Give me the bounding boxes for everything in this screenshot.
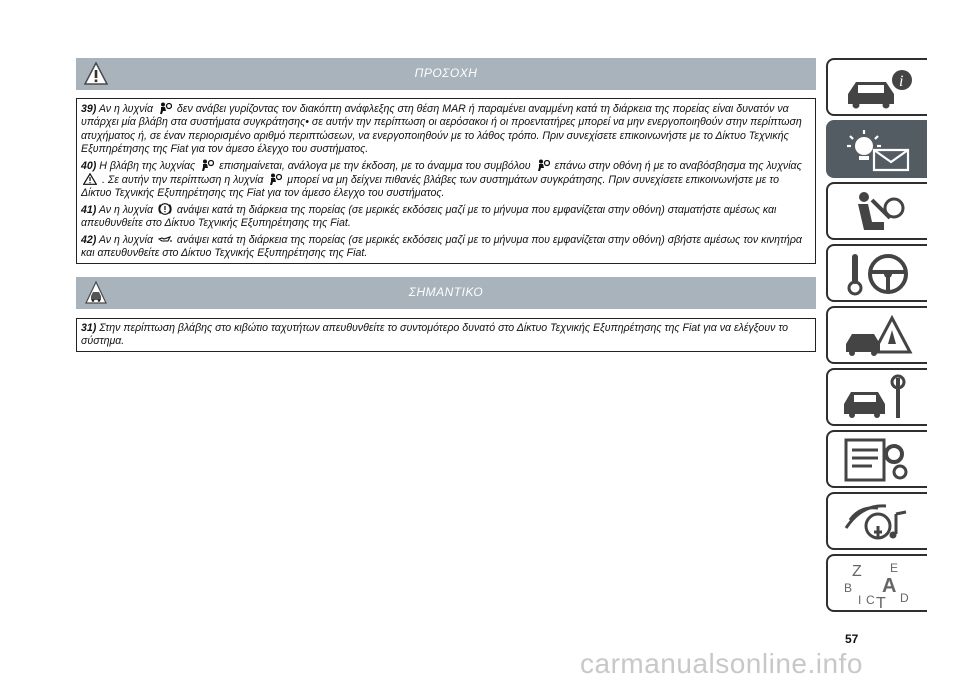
tab-dashboard-warnings[interactable] xyxy=(826,120,927,178)
tab-multimedia[interactable] xyxy=(826,492,927,550)
watermark: carmanualsonline.info xyxy=(580,648,863,679)
tab-starting-driving[interactable] xyxy=(826,244,927,302)
note-31: 31) Στην περίπτωση βλάβης στο κιβώτιο ταχυτήτων απευθυνθείτε το συντομότερο δυνατό στο Δίκτυο Τεχνικής Εξυπηρέτησης της Fiat για να ελέγξουν το σύστημα. xyxy=(81,322,789,348)
tab-technical-data[interactable] xyxy=(826,430,927,488)
note-42: 42) Αν η λυχνία ανάψει κατά τη διάρκεια της πορείας (σε μερικές εκδόσεις μαζί με το μήνυμα που εμφανίζεται στην οθόνη) σβήστε αμέσως τον κινητήρα και απευθυνθείτε στο Δίκτυο Τεχνικής Εξυπηρέτησης της Fiat. xyxy=(81,233,802,260)
index-letter: E xyxy=(890,561,899,575)
tab-safety[interactable] xyxy=(826,182,927,240)
index-letter: B xyxy=(844,581,853,595)
airbag-warning-icon xyxy=(268,173,282,185)
warning-triangle-icon xyxy=(83,173,97,185)
index-letter: C xyxy=(866,593,875,607)
alphabetical-index-icon xyxy=(838,560,918,608)
note-40: 40) Η βλάβη της λυχνίας επισημαίνεται, ανάλογα με την έκδοση, με το άναμμα του συμβόλου επάνω στην οθόνη ή με το αναβόσβησμα της λυχνίας . Σε αυτήν την περίπτωση η λυχνία μπορεί να μη δείχνει πιθανές βλάβες των συστημάτων συγκράτησης. Πριν συνεχίσετε επικοινωνήστε με το Δίκτυο Τεχνικής Εξυπηρέτησης της Fiat για τον άμεσο έλεγχο του συστήματος. xyxy=(81,159,802,200)
important-header xyxy=(76,277,816,309)
tab-index[interactable] xyxy=(826,554,927,612)
important-title: ΣΗΜΑΝΤΙΚΟ xyxy=(408,285,484,299)
index-letter: Z xyxy=(852,563,862,580)
multimedia-icon xyxy=(838,498,918,546)
emergency-triangle-icon xyxy=(838,312,918,360)
note-41: 41) Αν η λυχνία ανάψει κατά τη διάρκεια της πορείας (σε μερικές εκδόσεις μαζί με το μήνυμα που εμφανίζεται στην οθόνη) σταματήστε αμέσως και απευθυνθείτε στο Δίκτυο Τεχνικής Εξυπηρέτησης της Fiat. xyxy=(81,203,777,230)
technical-data-icon xyxy=(838,436,918,484)
oil-pressure-icon xyxy=(158,233,172,245)
warning-box xyxy=(76,98,816,264)
airbag-warning-icon xyxy=(536,159,550,171)
airbag-warning-icon xyxy=(200,159,214,171)
airbag-warning-icon xyxy=(158,102,172,114)
index-letter: T xyxy=(876,595,886,608)
warning-header xyxy=(76,58,816,90)
svg-text:i: i xyxy=(899,73,904,90)
car-info-icon xyxy=(838,64,918,112)
index-letter: I xyxy=(858,593,862,607)
seat-airbag-icon xyxy=(838,188,918,236)
warning-lights-envelope-icon xyxy=(838,126,918,174)
page-number: 57 xyxy=(845,632,859,646)
tab-emergency[interactable] xyxy=(826,306,927,364)
transmission-failure-icon xyxy=(158,203,172,215)
note-39: 39) Αν η λυχνία δεν ανάβει γυρίζοντας τον διακόπτη ανάφλεξης στη θέση MAR ή παραμένει αναμμένη κατά τη διάρκεια της πορείας είναι δυνατόν να υπάρχει μία βλάβη στα συστήματα συγκράτησης• σε αυτήν την περίπτωση οι αερόσακοι ή οι προεντατήρες μπορεί να μην ενεργοποιηθούν στην περίπτωση ατυχήματος ή, σε έναν περιορισμένο αριθμό περιπτώσεων, να ενεργοποιηθούν με το λάθος τρόπο. Πριν συνεχίσετε επικοινωνήστε με το Δίκτυο Τεχνικής Εξυπηρέτησης της Fiat για τον άμεσο έλεγχο του συστήματος. xyxy=(81,103,802,156)
tab-maintenance[interactable] xyxy=(826,368,927,426)
important-box xyxy=(76,318,816,352)
index-letter: D xyxy=(900,591,909,605)
key-steering-wheel-icon xyxy=(838,250,918,298)
car-maintenance-icon xyxy=(838,374,918,422)
index-letter: A xyxy=(882,575,897,597)
warning-title: ΠΡΟΣΟΧΗ xyxy=(414,66,478,80)
tab-knowing-the-car[interactable] xyxy=(826,58,927,116)
